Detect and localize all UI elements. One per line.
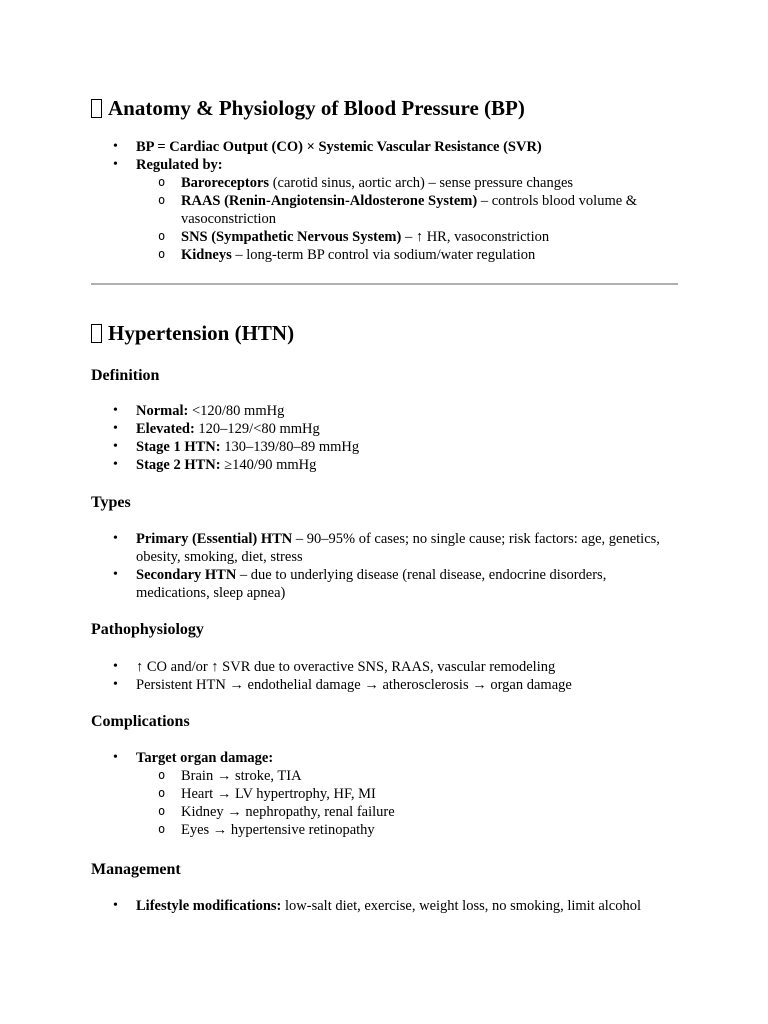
item-bold: Kidneys [181,247,232,263]
item-bold: Stage 2 HTN: [136,457,221,473]
list-item [91,438,678,456]
bp-list [91,138,678,264]
organ-damage-list [136,767,678,839]
management-list [91,897,678,915]
definition-list [91,402,678,474]
item-bold: Regulated by: [136,157,223,173]
item-text: – long-term BP control via sodium/water regulation [231,247,536,263]
item-bold: BP = Cardiac Output (CO) × Systemic Vascular Resistance (SVR) [136,139,542,155]
list-item: o Heart → LV hypertrophy, HF, MI [136,785,678,803]
list-item: o Brain → stroke, TIA [136,767,678,785]
subheading-pathophysiology: Pathophysiology [91,621,204,638]
section-heading-anatomy [91,95,678,121]
item-text: – 90–95% of cases; no single cause; risk factors: age, genetics, obesity, smoking, diet, stress [136,531,660,565]
subheading-types: Types [91,494,131,511]
list-item: o Kidney → nephropathy, renal failure [136,803,678,821]
item-text: 120–129/<80 mmHg [194,421,320,437]
item-bold: Normal: [136,403,189,419]
item-text: <120/80 mmHg [188,403,285,419]
list-item: • ↑ CO and/or ↑ SVR due to overactive SNS, RAAS, vascular remodeling [91,658,678,676]
item-text: – ↑ HR, vasoconstriction [401,229,550,245]
list-item [91,897,678,915]
list-item: o Eyes → hypertensive retinopathy [136,821,678,839]
item-bold: Secondary HTN [136,567,237,583]
horizontal-rule [91,283,678,285]
list-item [91,456,678,474]
complications-list [91,749,678,839]
list-item [91,138,678,156]
list-item [91,749,678,839]
section-heading-text: Anatomy & Physiology of Blood Pressure (BP) [108,96,525,120]
subheading-definition: Definition [91,367,160,384]
item-bold: SNS (Sympathetic Nervous System) [181,229,402,245]
list-item [91,420,678,438]
item-bold: RAAS (Renin-Angiotensin-Aldosterone System) [181,193,478,209]
list-item [91,530,678,566]
pathophysiology-list [91,658,678,694]
list-item [136,246,678,264]
item-text: – due to underlying disease (renal disease, endocrine disorders, medications, sleep apnea) [136,567,607,601]
types-list [91,530,678,602]
list-item [136,228,678,246]
item-text: (carotid sinus, aortic arch) – sense pressure changes [269,175,574,191]
subheading-complications: Complications [91,713,190,730]
missing-glyph-icon [91,324,102,343]
section-heading-hypertension [91,320,678,346]
item-text: low-salt diet, exercise, weight loss, no smoking, limit alcohol [281,898,642,914]
section-heading-text: Hypertension (HTN) [108,321,295,345]
item-bold: Stage 1 HTN: [136,439,221,455]
item-bold: Target organ damage: [136,750,274,766]
item-bold: Lifestyle modifications: [136,898,282,914]
item-text: ≥140/90 mmHg [220,457,317,473]
missing-glyph-icon [91,99,102,118]
item-text: – controls blood volume & vasoconstriction [181,193,638,227]
list-item: • Persistent HTN → endothelial damage → atherosclerosis → organ damage [91,676,678,694]
item-bold: Baroreceptors [181,175,270,191]
item-bold: Elevated: [136,421,195,437]
list-item [136,192,678,228]
list-item [136,174,678,192]
list-item [91,156,678,264]
regulators-list [136,174,678,264]
item-text: 130–139/80–89 mmHg [220,439,360,455]
item-bold: Primary (Essential) HTN [136,531,293,547]
subheading-management: Management [91,861,181,878]
list-item [91,566,678,602]
list-item [91,402,678,420]
